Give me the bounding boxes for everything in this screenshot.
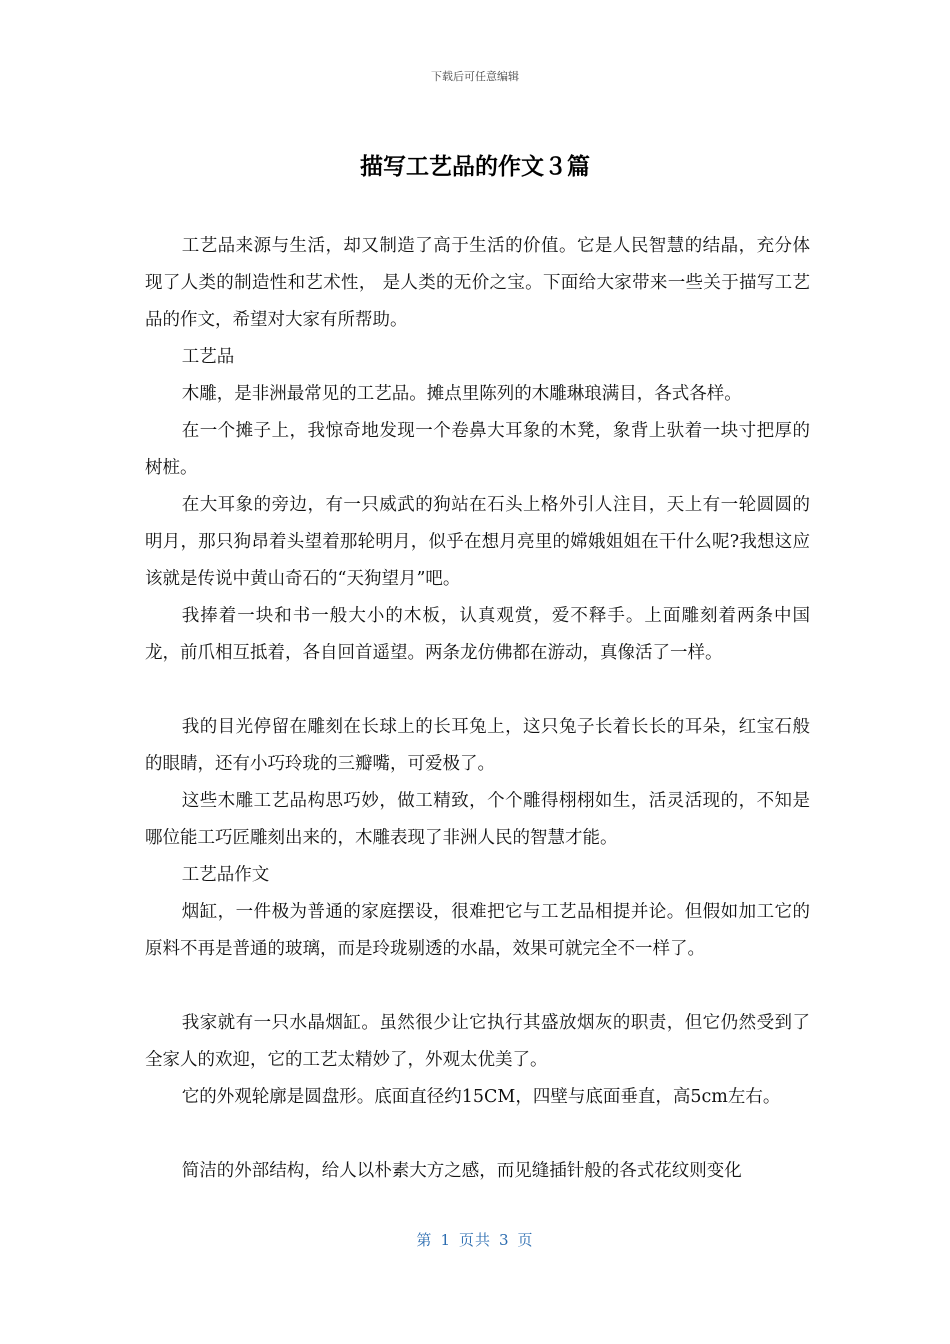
section-heading-1: 工艺品 (181, 347, 235, 367)
paragraph-spacer (145, 1116, 810, 1153)
paragraph-spacer (145, 672, 810, 709)
page-footer (0, 1229, 950, 1250)
page-label-middle: 页共 (458, 1231, 491, 1249)
section-heading-2: 工艺品作文 (181, 865, 270, 885)
paragraph: 在一个摊子上，我惊奇地发现一个卷鼻大耳象的木凳，象背上驮着一块寸把厚的树桩。 (145, 421, 810, 478)
paragraph: 它的外观轮廓是圆盘形。底面直径约15CM，四壁与底面垂直，高5cm左右。 (181, 1087, 781, 1107)
paragraph: 烟缸，一件极为普通的家庭摆设，很难把它与工艺品相提并论。但假如加工它的原料不再是普通的玻璃，而是玲珑剔透的水晶，效果可就完全不一样了。 (145, 902, 810, 959)
paragraph: 我的目光停留在雕刻在长球上的长耳兔上，这只兔子长着长长的耳朵，红宝石般的眼睛，还有小巧玲珑的三瓣嘴，可爱极了。 (145, 717, 810, 774)
document-body (145, 228, 810, 1190)
paragraph: 在大耳象的旁边，有一只威武的狗站在石头上格外引人注目，天上有一轮圆圆的明月，那只狗昂着头望着那轮明月，似乎在想月亮里的嫦娥姐姐在干什么呢?我想这应该就是传说中黄山奇石的“天狗望月”吧。 (145, 495, 810, 589)
paragraph: 这些木雕工艺品构思巧妙，做工精致，个个雕得栩栩如生，活灵活现的，不知是哪位能工巧匠雕刻出来的，木雕表现了非洲人民的智慧才能。 (145, 791, 810, 848)
page-label-suffix: 页 (517, 1231, 534, 1249)
page-label-prefix: 第 (416, 1231, 433, 1249)
paragraph-intro: 工艺品来源与生活，却又制造了高于生活的价值。它是人民智慧的结晶，充分体现了人类的制造性和艺术性， 是人类的无价之宝。下面给大家带来一些关于描写工艺品的作文，希望对大家有所帮助。 (145, 236, 810, 330)
paragraph: 简洁的外部结构，给人以朴素大方之感，而见缝插针般的各式花纹则变化 (181, 1161, 742, 1181)
document-title: 描写工艺品的作文３篇 (360, 154, 590, 180)
total-pages-number: 3 (499, 1231, 510, 1249)
paragraph: 我捧着一块和书一般大小的木板，认真观赏，爱不释手。上面雕刻着两条中国龙，前爪相互抵着，各自回首遥望。两条龙仿佛都在游动，真像活了一样。 (145, 606, 810, 663)
paragraph: 我家就有一只水晶烟缸。虽然很少让它执行其盛放烟灰的职责，但它仍然受到了全家人的欢迎，它的工艺太精妙了，外观太优美了。 (145, 1013, 810, 1070)
paragraph-spacer (145, 968, 810, 1005)
paragraph: 木雕，是非洲最常见的工艺品。摊点里陈列的木雕琳琅满目，各式各样。 (181, 384, 742, 404)
header-note: 下载后可任意编辑 (431, 70, 519, 83)
current-page-number: 1 (440, 1231, 451, 1249)
